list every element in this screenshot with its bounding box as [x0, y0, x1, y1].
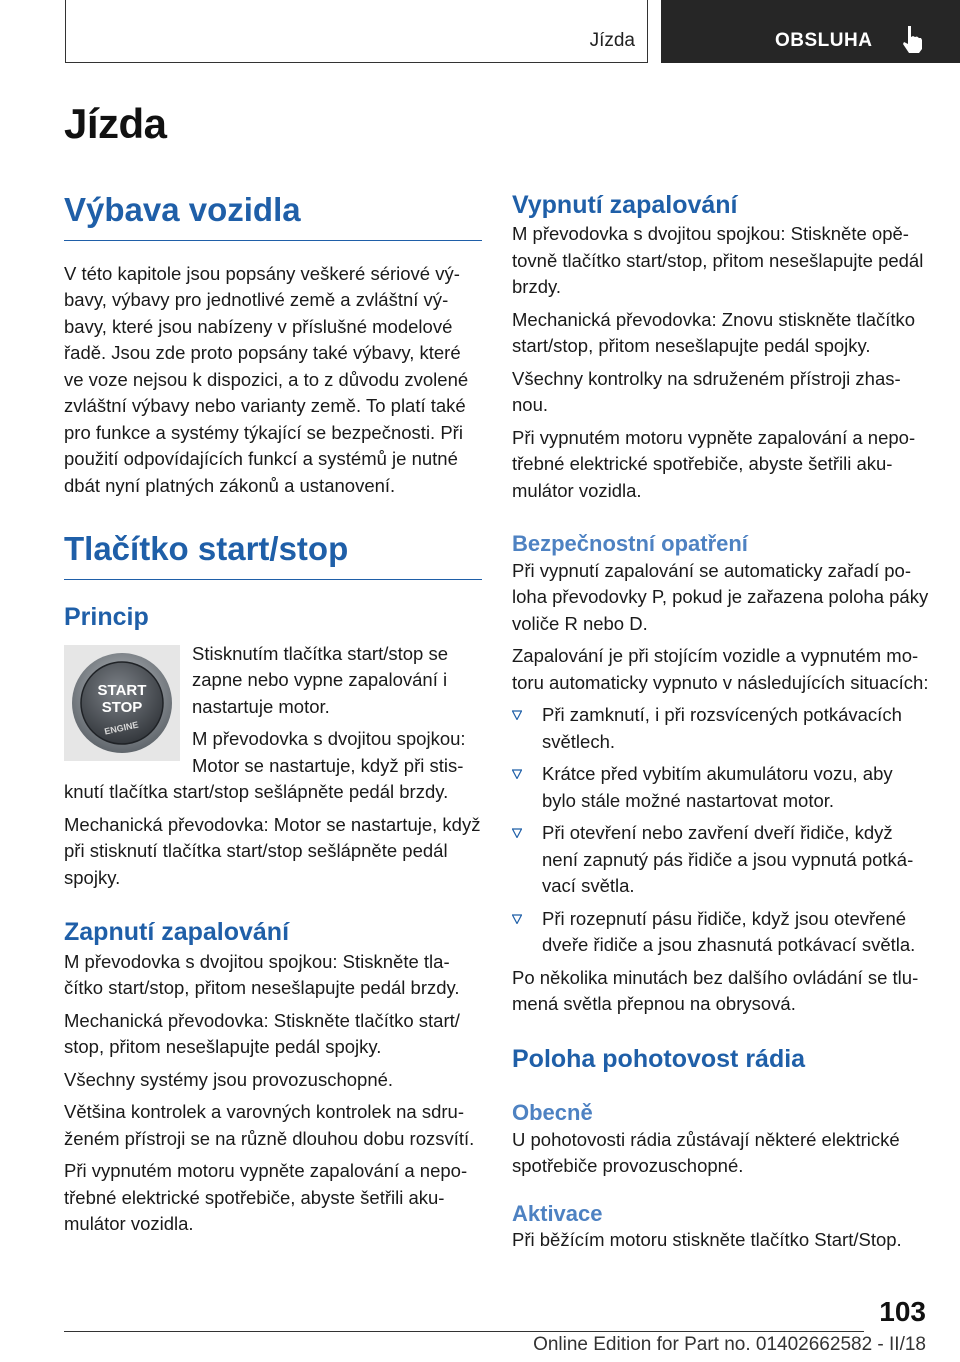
header-section-label: Jízda: [589, 30, 635, 51]
princip-p1: Stisknutím tlačítka start/stop se zapne nebo vypne zapalování i nastartuje motor.: [192, 642, 449, 717]
vypnuti-p1: M převodovka s dvojitou spojkou: Stiskněte opětovně tlačítko start/stop, přitom nesešlapujte pedál brzdy.: [512, 223, 924, 298]
bezpecnost-p3: Po několika minutách bez dalšího ovládání se tlumená světla přepnou na obrysová.: [512, 966, 919, 1015]
situation-list: [512, 702, 930, 959]
heading-princip: Princip: [64, 602, 149, 631]
right-column: [512, 190, 930, 1260]
zapnuti-p4: Většina kontrolek a varovných kontrolek na sdruženém přístroji se na různě dlouhou dobu rozsvítí.: [64, 1101, 475, 1149]
list-item-text: Při zamknutí, i při rozsvícených potkávacích světlech.: [542, 704, 902, 752]
list-item-text: Při rozepnutí pásu řidiče, když jsou otevřené dveře řidiče a jsou zhasnutá potkávací světla.: [542, 907, 916, 956]
left-column: [64, 190, 482, 1244]
list-item: [512, 906, 930, 959]
vypnuti-p3: Všechny kontrolky na sdruženém přístroji zhasnou.: [512, 367, 901, 416]
triangle-bullet-icon: [512, 710, 522, 720]
list-item-text: Při otevření nebo zavření dveří řidiče, když není zapnutý pás řidiče a jsou vypnutá potkávací světla.: [542, 822, 914, 897]
start-stop-button-icon: [64, 645, 180, 761]
heading-tlacitko: Tlačítko start/stop: [64, 529, 482, 580]
heading-radio: Poloha pohotovost rádia: [512, 1044, 806, 1073]
page-title: Jízda: [64, 100, 167, 147]
princip-p2: M převodovka s dvojitou spojkou: Motor se nastartuje, když při stisknutí tlačítka start/stop sešlápněte pedál brzdy.: [64, 728, 466, 803]
zapnuti-p5: Při vypnutém motoru vypněte zapalování a nepotřebné elektrické spotřebiče, abyste šetřili akumulátor vozidla.: [64, 1160, 468, 1235]
hand-pointer-icon: [899, 24, 925, 54]
header-section-box: [65, 0, 648, 63]
button-label-start: START: [97, 681, 147, 699]
header-tab-label: OBSLUHA: [775, 30, 873, 51]
list-item: [512, 702, 930, 755]
vybava-text: V této kapitole jsou popsány veškeré sériové výbavy, výbavy pro jednotlivé země a zvláštní výbavy, které jsou nabízeny v příslušné modelové řadě. Jsou zde proto popsány také výbavy, které ve voze nejsou k dispozici, a to z důvodu zvolené zvláštní výbavy nebo varianty země. To platí také pro funkce a systémy týkající se bezpečnosti. Při použití odpovídajících funkcí a systémů je nutné dbát nyní platných zákonů a ustanovení.: [64, 262, 469, 496]
heading-aktivace: Aktivace: [512, 1200, 603, 1226]
heading-vypnuti: Vypnutí zapalování: [512, 191, 738, 219]
heading-bezpecnost: Bezpečnostní opatření: [512, 531, 748, 557]
header-tab[interactable]: [661, 0, 960, 63]
triangle-bullet-icon: [512, 828, 522, 838]
princip-block: [64, 641, 482, 892]
aktivace-p1: Při běžícím motoru stiskněte tlačítko Start/Stop.: [512, 1229, 902, 1250]
triangle-bullet-icon: [512, 769, 522, 779]
vypnuti-p2: Mechanická převodovka: Znovu stiskněte tlačítko start/stop, přitom nesešlapujte pedál spojky.: [512, 308, 916, 357]
button-label-engine: ENGINE: [103, 719, 140, 737]
list-item: [512, 820, 930, 900]
list-item: [512, 761, 930, 814]
start-stop-button-image: [64, 645, 180, 761]
vypnuti-p4: Při vypnutém motoru vypněte zapalování a nepotřebné elektrické spotřebiče, abyste šetřili akumulátor vozidla.: [512, 426, 916, 501]
footer-edition: Online Edition for Part no. 01402662582 - II/18: [533, 1334, 926, 1355]
bezpecnost-p2: Zapalování je při stojícím vozidle a vypnutém motoru automaticky vypnuto v následujících situacích:: [512, 645, 929, 693]
list-item-text: Krátce před vybitím akumulátoru vozu, aby bylo stále možné nastartovat motor.: [542, 763, 893, 811]
zapnuti-p1: M převodovka s dvojitou spojkou: Stiskněte tlačítko start/stop, přitom nesešlapujte pedál brzdy.: [64, 950, 460, 999]
page-number: 103: [879, 1296, 926, 1327]
zapnuti-p3: Všechny systémy jsou provozuschopné.: [64, 1068, 394, 1090]
zapnuti-p2: Mechanická převodovka: Stiskněte tlačítko start/ stop, přitom nesešlapujte pedál spojky.: [64, 1009, 460, 1058]
princip-p3: Mechanická převodovka: Motor se nastartuje, když při stisknutí tlačítka start/stop sešlápněte pedál spojky.: [64, 813, 481, 888]
bezpecnost-p1: Při vypnutí zapalování se automaticky zařadí poloha převodovky P, pokud je zařazena poloha páky voliče R nebo D.: [512, 559, 929, 634]
triangle-bullet-icon: [512, 914, 522, 924]
heading-vybava: Výbava vozidla: [64, 190, 482, 241]
button-label-stop: STOP: [101, 698, 143, 716]
footer-divider: [64, 1331, 864, 1332]
obecne-p1: U pohotovosti rádia zůstávají některé elektrické spotřebiče provozuschopné.: [512, 1128, 900, 1176]
heading-zapnuti: Zapnutí zapalování: [64, 918, 290, 947]
heading-obecne: Obecně: [512, 1100, 593, 1125]
